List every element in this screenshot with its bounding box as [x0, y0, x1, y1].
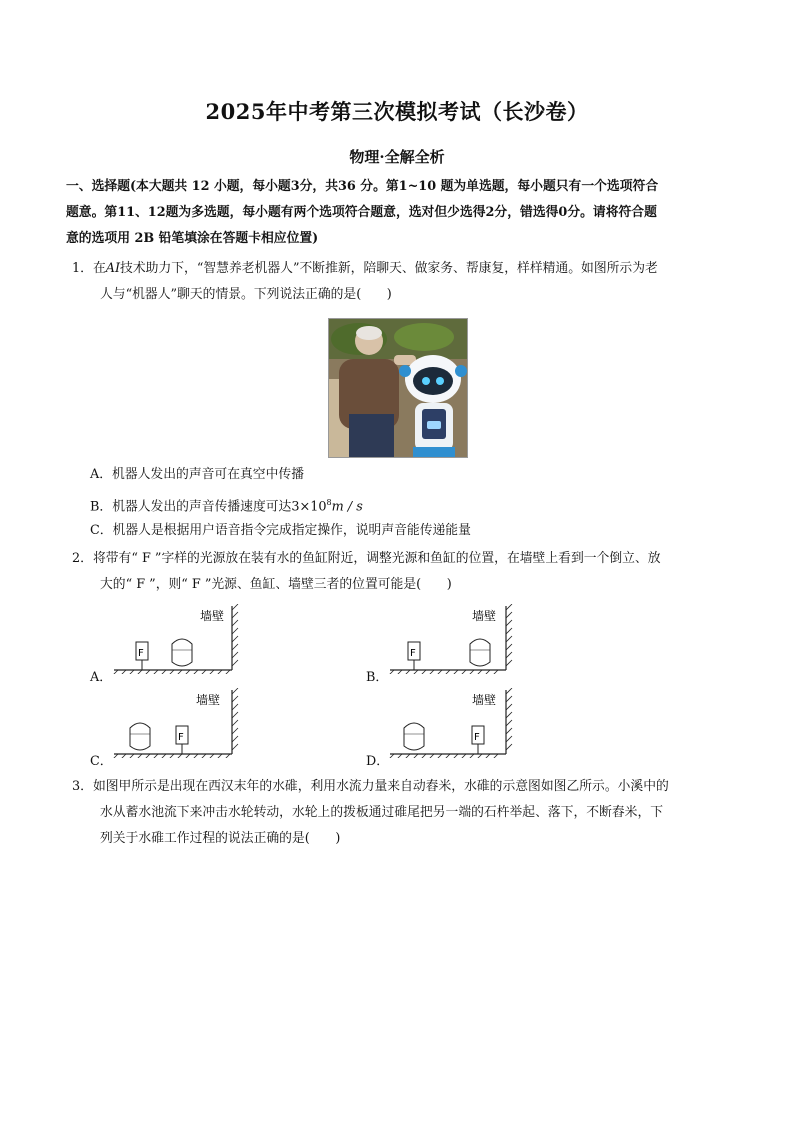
- f-light-source: F: [178, 732, 184, 743]
- diagram-a: [112, 604, 252, 674]
- wall-label: 墙壁: [200, 609, 225, 623]
- question-1: [72, 256, 732, 308]
- question-number: 2．: [72, 551, 93, 566]
- question-3-line-3: 列关于水碓工作过程的说法正确的是( ): [100, 831, 341, 846]
- f-light-source: F: [410, 648, 416, 659]
- wall-label: 墙壁: [472, 693, 497, 707]
- question-3-line-1: [72, 774, 732, 800]
- text: 技术助力下，“智慧养老机器人”不断推新，陪聊天、做家务、帮康复，样样精通。如图所示为老: [120, 261, 658, 276]
- question-3-line-2: 水从蓄水池流下来冲击水轮转动，水轮上的拨板通过碓尾把另一端的石杵举起、落下，不断舂米，下: [100, 805, 664, 820]
- section-line-3: 意的选项用 2B 铅笔填涂在答题卡相应位置): [66, 231, 319, 246]
- page-title: 2025年中考第三次模拟考试（长沙卷）: [205, 99, 589, 124]
- question-3: [72, 774, 732, 852]
- diagram-c: [112, 688, 252, 758]
- question-2: [72, 546, 732, 598]
- option-b-text: B．机器人发出的声音传播速度可达: [90, 499, 292, 515]
- diagram-d: [388, 688, 528, 758]
- section-line-2: 题意。第11、12题为多选题，每小题有两个选项符合题意，选对但少选得2分，错选得0分。请将符合题: [66, 205, 657, 220]
- question-1-line-1: [72, 256, 732, 282]
- question-1-option-a: A．机器人发出的声音可在真空中传播: [90, 467, 304, 482]
- question-number: 3．: [72, 779, 93, 794]
- speed-unit: m / s: [331, 499, 363, 515]
- robot-photo: [328, 318, 468, 458]
- question-2-line-1: [72, 546, 732, 572]
- text: 将带有“ F ”字样的光源放在装有水的鱼缸附近，调整光源和鱼缸的位置，在墙壁上看到一个倒立、放: [92, 551, 661, 566]
- question-1-option-c: C．机器人是根据用户语音指令完成指定操作，说明声音能传递能量: [90, 523, 471, 538]
- f-light-source: F: [474, 732, 480, 743]
- wall-label: 墙壁: [196, 693, 221, 707]
- section-line-1: 一、选择题(本大题共 12 小题，每小题3分，共36 分。第1~10 题为单选题，每小题只有一个选项符合: [66, 179, 659, 194]
- f-light-source: F: [138, 648, 144, 659]
- elder-with-robot-image: [329, 319, 467, 457]
- ai-text: AI: [105, 261, 121, 276]
- wall-label: 墙壁: [472, 609, 497, 623]
- section-instructions: [66, 174, 726, 252]
- question-1-line-2: 人与“机器人”聊天的情景。下列说法正确的是( ): [100, 287, 392, 302]
- diagram-label-a: A．: [90, 670, 113, 685]
- diagram-label-b: B．: [366, 670, 389, 685]
- speed-value: 3×10: [291, 499, 327, 515]
- question-2-line-2: 大的“ F ”，则“ F ”光源、鱼缸、墙壁三者的位置可能是( ): [100, 577, 452, 592]
- diagram-label-c: C．: [90, 754, 113, 769]
- question-1-option-b: [90, 490, 363, 520]
- diagram-b: [388, 604, 528, 674]
- page-subtitle: 物理·全解全析: [349, 148, 445, 166]
- text: 在: [92, 261, 106, 276]
- diagram-label-d: D．: [366, 754, 390, 769]
- text: 如图甲所示是出现在西汉末年的水碓，利用水流力量来自动舂米，水碓的示意图如图乙所示。小溪中的: [92, 779, 669, 794]
- speed-exponent: 8: [326, 498, 332, 507]
- question-number: 1．: [72, 261, 93, 276]
